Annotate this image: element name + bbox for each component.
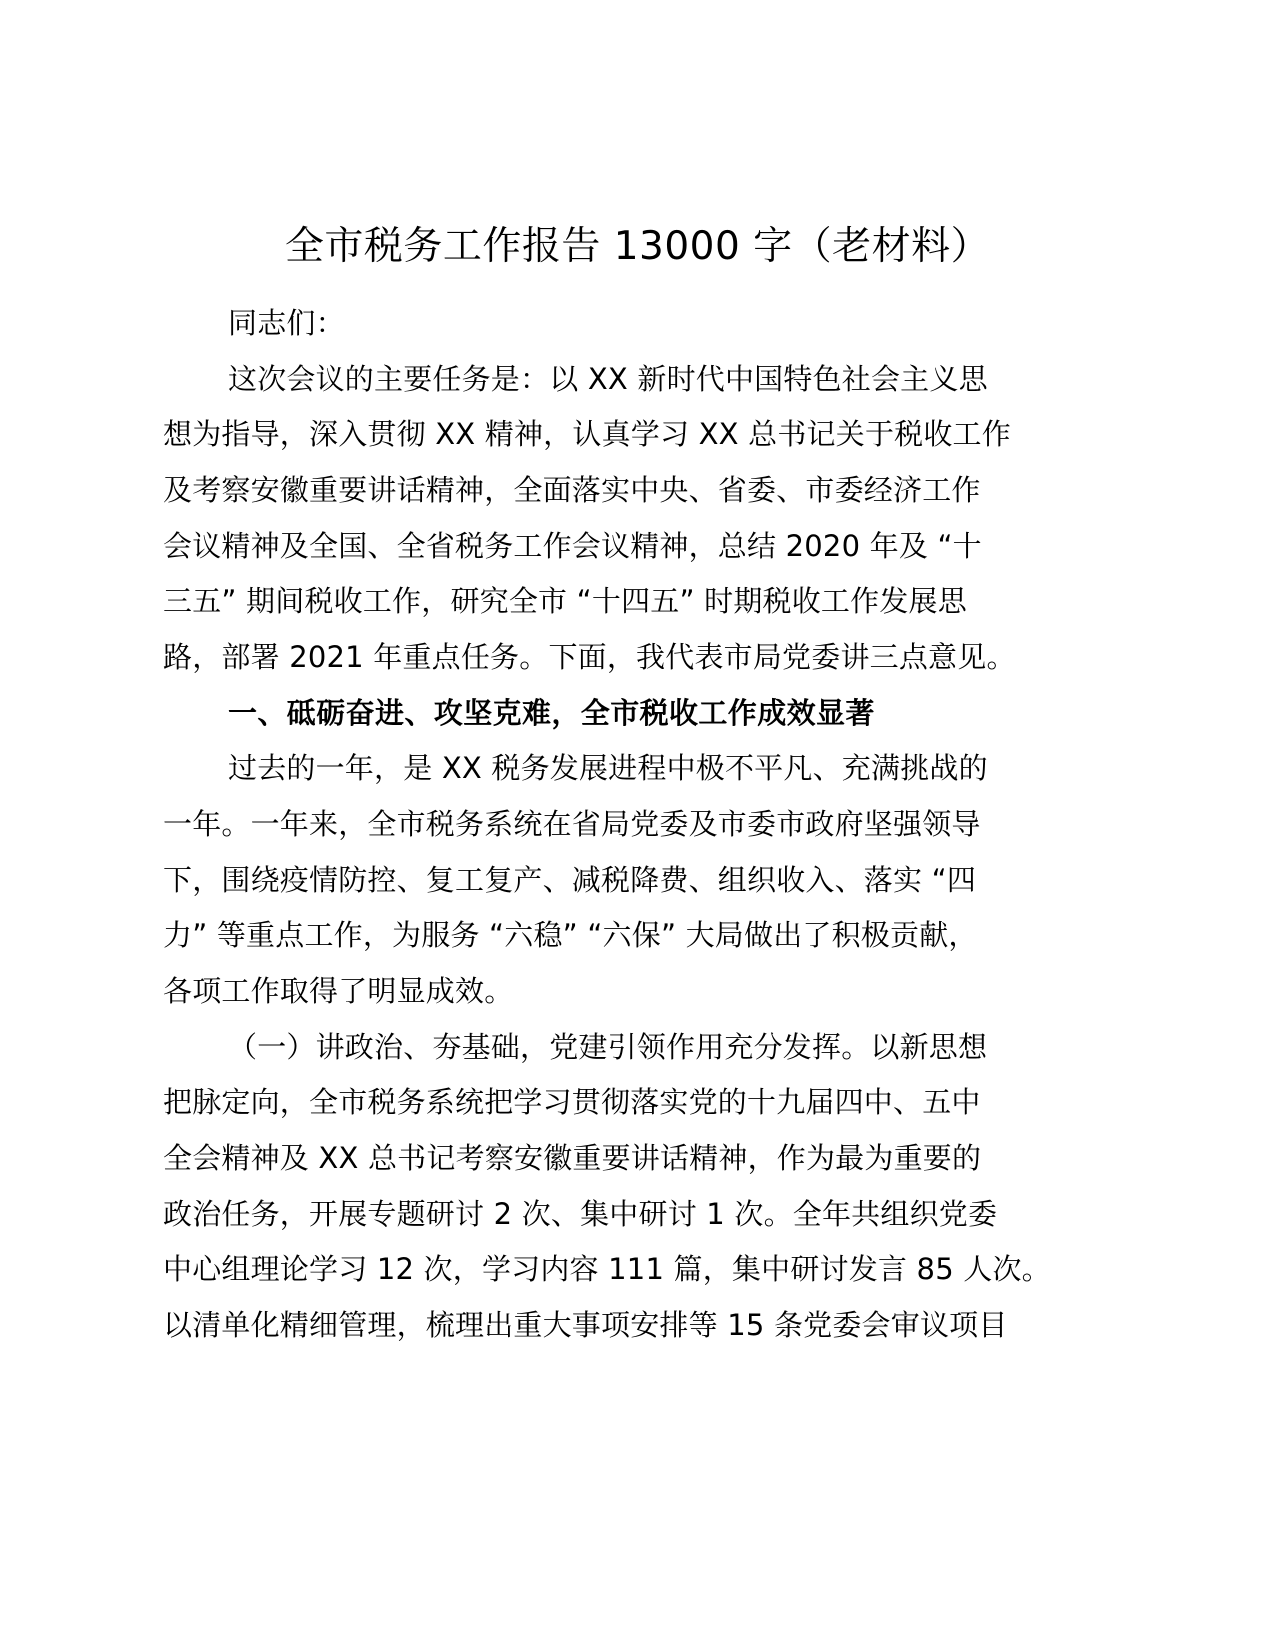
paragraph-3-line-4: 政治任务，开展专题研讨 2 次、集中研讨 1 次。全年共组织党委 [163, 1197, 998, 1231]
paragraph-1-line-3: 及考察安徽重要讲话精神，全面落实中央、省委、市委经济工作 [163, 473, 981, 507]
paragraph-3-line-1: （一）讲政治、夯基础，党建引领作用充分发挥。以新思想 [228, 1030, 988, 1064]
paragraph-2-line-5: 各项工作取得了明显成效。 [163, 974, 514, 1008]
document-title: 全市税务工作报告 13000 字（老材料） [284, 224, 991, 269]
paragraph-2-line-3: 下，围绕疫情防控、复工复产、减税降费、组织收入、落实 “四 [163, 863, 977, 897]
paragraph-1-line-4: 会议精神及全国、全省税务工作会议精神，总结 2020 年及 “十 [163, 529, 982, 563]
paragraph-3-line-2: 把脉定向，全市税务系统把学习贯彻落实党的十九届四中、五中 [163, 1085, 981, 1119]
paragraph-3-line-3: 全会精神及 XX 总书记考察安徽重要讲话精神，作为最为重要的 [163, 1141, 982, 1175]
paragraph-1-line-2: 想为指导，深入贯彻 XX 精神，认真学习 XX 总书记关于税收工作 [163, 417, 1011, 451]
paragraph-1-line-6: 路，部署 2021 年重点任务。下面，我代表市局党委讲三点意见。 [163, 640, 1016, 674]
paragraph-2-line-4: 力” 等重点工作，为服务 “六稳” “六保” 大局做出了积极贡献， [163, 918, 978, 952]
greeting: 同志们： [228, 306, 345, 340]
paragraph-3-line-6: 以清单化精细管理，梳理出重大事项安排等 15 条党委会审议项目 [163, 1308, 1008, 1342]
paragraph-3-line-5: 中心组理论学习 12 次，学习内容 111 篇，集中研讨发言 85 人次。 [163, 1252, 1051, 1286]
paragraph-2-line-1: 过去的一年，是 XX 税务发展进程中极不平凡、充满挑战的 [228, 751, 988, 785]
section-1-heading: 一、砥砺奋进、攻坚克难，全市税收工作成效显著 [228, 696, 875, 730]
paragraph-1-line-5: 三五” 期间税收工作，研究全市 “十四五” 时期税收工作发展思 [163, 584, 967, 618]
paragraph-1-line-1: 这次会议的主要任务是：以 XX 新时代中国特色社会主义思 [228, 362, 988, 396]
paragraph-2-line-2: 一年。一年来，全市税务系统在省局党委及市委市政府坚强领导 [163, 807, 981, 841]
